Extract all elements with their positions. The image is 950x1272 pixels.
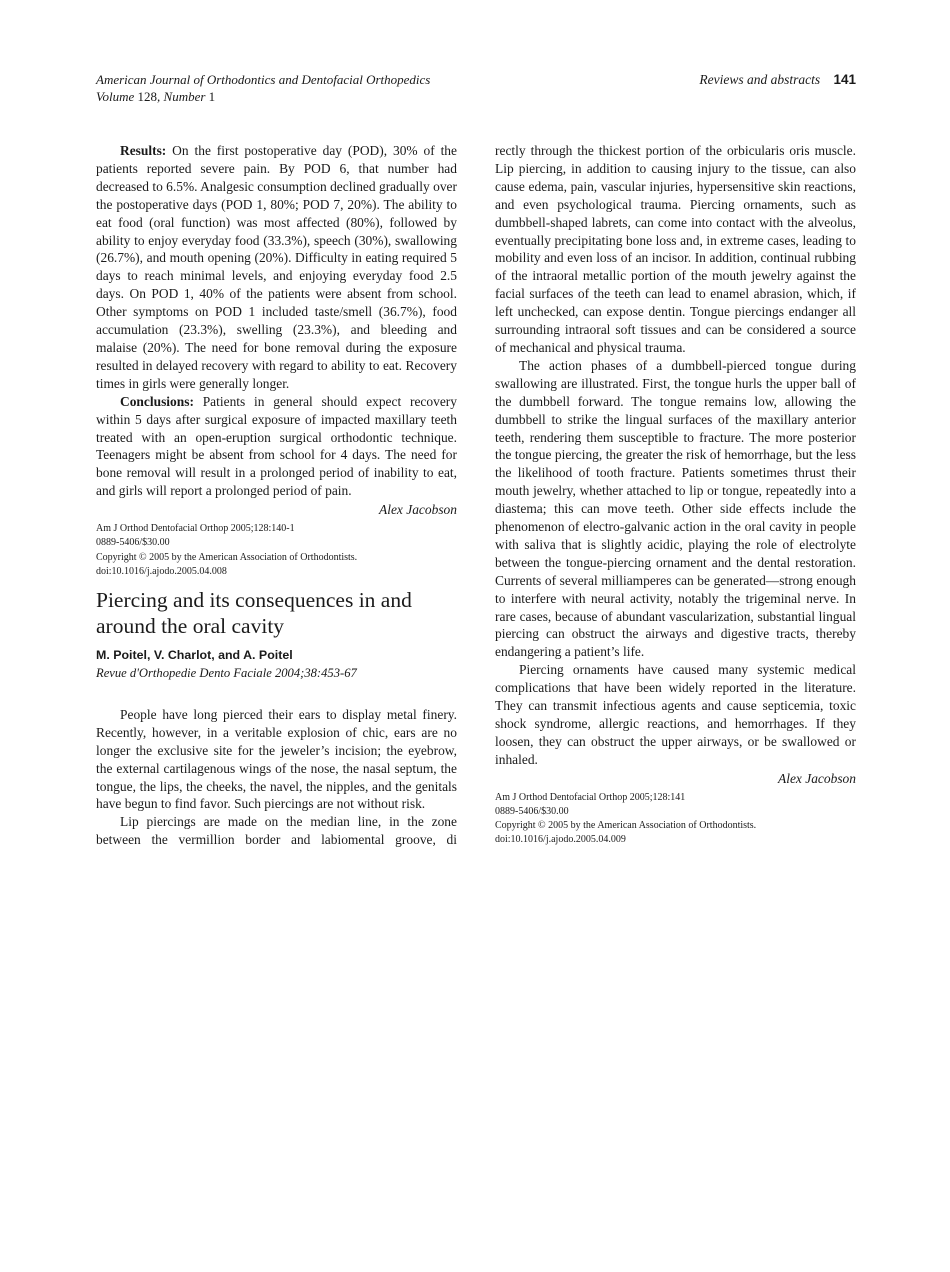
citation-issn: 0889-5406/$30.00 (495, 805, 569, 817)
volume-label: Volume (96, 89, 135, 104)
running-header-journal (96, 71, 430, 105)
citation-copyright: Copyright © 2005 by the American Association of Orthodontists. (96, 551, 358, 563)
article-title: Piercing and its consequences in and around the oral cavity (96, 587, 412, 638)
article-source: Revue d'Orthopedie Dento Faciale 2004;38:453-67 (96, 665, 357, 680)
results-paragraph (96, 142, 457, 393)
citation-ref: Am J Orthod Dentofacial Orthop 2005;128:141 (495, 791, 686, 803)
body-paragraph: rectly through the thickest portion of the orbicularis oris muscle. Lip piercing, in addition to causing injury to the tissue, can also cause edema, pain, vascular injuries, hypersensitive skin reactions, and even psychological trauma. Piercing ornaments, such as dumbbell-shaped labrets, can come into contact with the alveolus, eventually precipitating bone loss and, in extreme cases, leading to mobility and even loss of an incisor. In addition, continual rubbing of the intraoral metallic portion of the mouth jewelry against the facial surfaces of the teeth can lead to enamel abrasion, which, if left unchecked, can expose dentin. Tongue piercings endanger all surrounding intraoral soft tissues and can be considered a source of mechanical and physical trauma. (495, 143, 856, 355)
left-column (96, 142, 457, 849)
number-label: Number (163, 89, 206, 104)
conclusions-text: Patients in general should expect recovery within 5 days after surgical exposure of impacted maxillary teeth treated with an open-eruption surgical orthodontic technique. Teenagers might be absent from school for 4 days. The need for bone removal will result in a prolonged period of inability to eat, and girls will report a prolonged period of pain. (96, 393, 457, 499)
results-label: Results: (120, 143, 167, 158)
citation-issn: 0889-5406/$30.00 (96, 537, 170, 549)
body-paragraph: Lip piercings are made on the median line, in the zone between the vermillion border and labiomental groove, di (96, 814, 457, 848)
article-authors: M. Poitel, V. Charlot, and A. Poitel (96, 647, 293, 662)
body-paragraph: People have long pierced their ears to display metal finery. Recently, however, in a veritable explosion of chic, ears are no longer the exclusive site for the jeweler’s incision; the eyebrow, the external cartilagenous wings of the nose, the nasal septum, the tongue, the lips, the cheeks, the navel, the nipples, and the genitals have begun to find favor. Such piercings are not without risk. (96, 706, 457, 812)
citation-ref: Am J Orthod Dentofacial Orthop 2005;128:140-1 (96, 523, 295, 535)
reviewer-signature: Alex Jacobson (778, 770, 856, 786)
citation-copyright: Copyright © 2005 by the American Association of Orthodontists. (495, 820, 757, 832)
section-name: Reviews and abstracts (699, 72, 821, 87)
journal-title: American Journal of Orthodontics and Dentofacial Orthopedics (96, 72, 431, 87)
volume-value: 128 (137, 89, 158, 104)
citation-doi[interactable]: doi:10.1016/j.ajodo.2005.04.008 (96, 565, 227, 577)
results-text: On the first postoperative day (POD), 30% of the patients reported severe pain. By POD 6, that number had decreased to 6.5%. Analgesic consumption declined gradually over the postoperative days (POD 1, 80%; POD 7, 20%). The ability to eat food (oral function) was most affected (80%), followed by ability to enjoy everyday food (33.3%), speech (30%), swallowing (26.7%), and mouth opening (20%). Difficulty in eating required 5 days to reach minimal levels, and enjoying everyday food 2.5 days. On POD 1, 40% of the patients were absent from school. Other symptoms on POD 1 included taste/smell (36.7%), food accumulation (23.3%), swelling (23.3%), and bleeding and malaise (20%). The need for bone removal during the exposure resulted in delayed recovery with regard to ability to eat. Recovery times in girls were generally longer. (96, 143, 457, 391)
running-header-section (699, 71, 856, 88)
body-paragraph: The action phases of a dumbbell-pierced tongue during swallowing are illustrated. First, the tongue hurls the upper ball of the dumbbell forward. The tongue remains low, allowing the dumbbell to strike the lingual surfaces of the maxillary anterior teeth, rendering them susceptible to fracture. The more posterior the tongue piercing, the greater the risk of hemorrhage, but the less the likelihood of tooth fracture. Patients sometimes thrust their mouth jewelry, whether attached to lip or tongue, repeatedly into a diastema; this can move teeth. Other side effects include the phenomenon of electro-galvanic action in the oral cavity in people with saliva that is slightly acidic, playing the role of electrolyte between the tongue-piercing ornament and the dental restoration. Currents of several milliamperes can be generated—strong enough to interfere with neural activity, notably the trigeminal nerve. In rare cases, because of abundant vascularization, substantial lingual piercing can obstruct the airways and digestive tracts, thereby endangering a patient’s life. (495, 357, 856, 660)
body-paragraph: Piercing ornaments have caused many systemic medical complications that have been widely reported in the literature. They can transmit infectious agents and cause septicemia, toxic shock syndrome, allergic reactions, and hemorrhages. If they loosen, they can obstruct the upper airways, or be swallowed or inhaled. (495, 662, 856, 767)
right-column (495, 142, 856, 848)
conclusions-paragraph (96, 393, 457, 500)
number-value: 1 (208, 89, 216, 104)
citation-block (96, 522, 457, 579)
conclusions-label: Conclusions: (120, 393, 194, 409)
reviewer-signature: Alex Jacobson (379, 502, 457, 518)
citation-doi[interactable]: doi:10.1016/j.ajodo.2005.04.009 (495, 834, 626, 846)
citation-block (495, 791, 856, 848)
page-number: 141 (833, 72, 856, 87)
volume-issue: Volume 128, Number 1 (96, 89, 216, 104)
